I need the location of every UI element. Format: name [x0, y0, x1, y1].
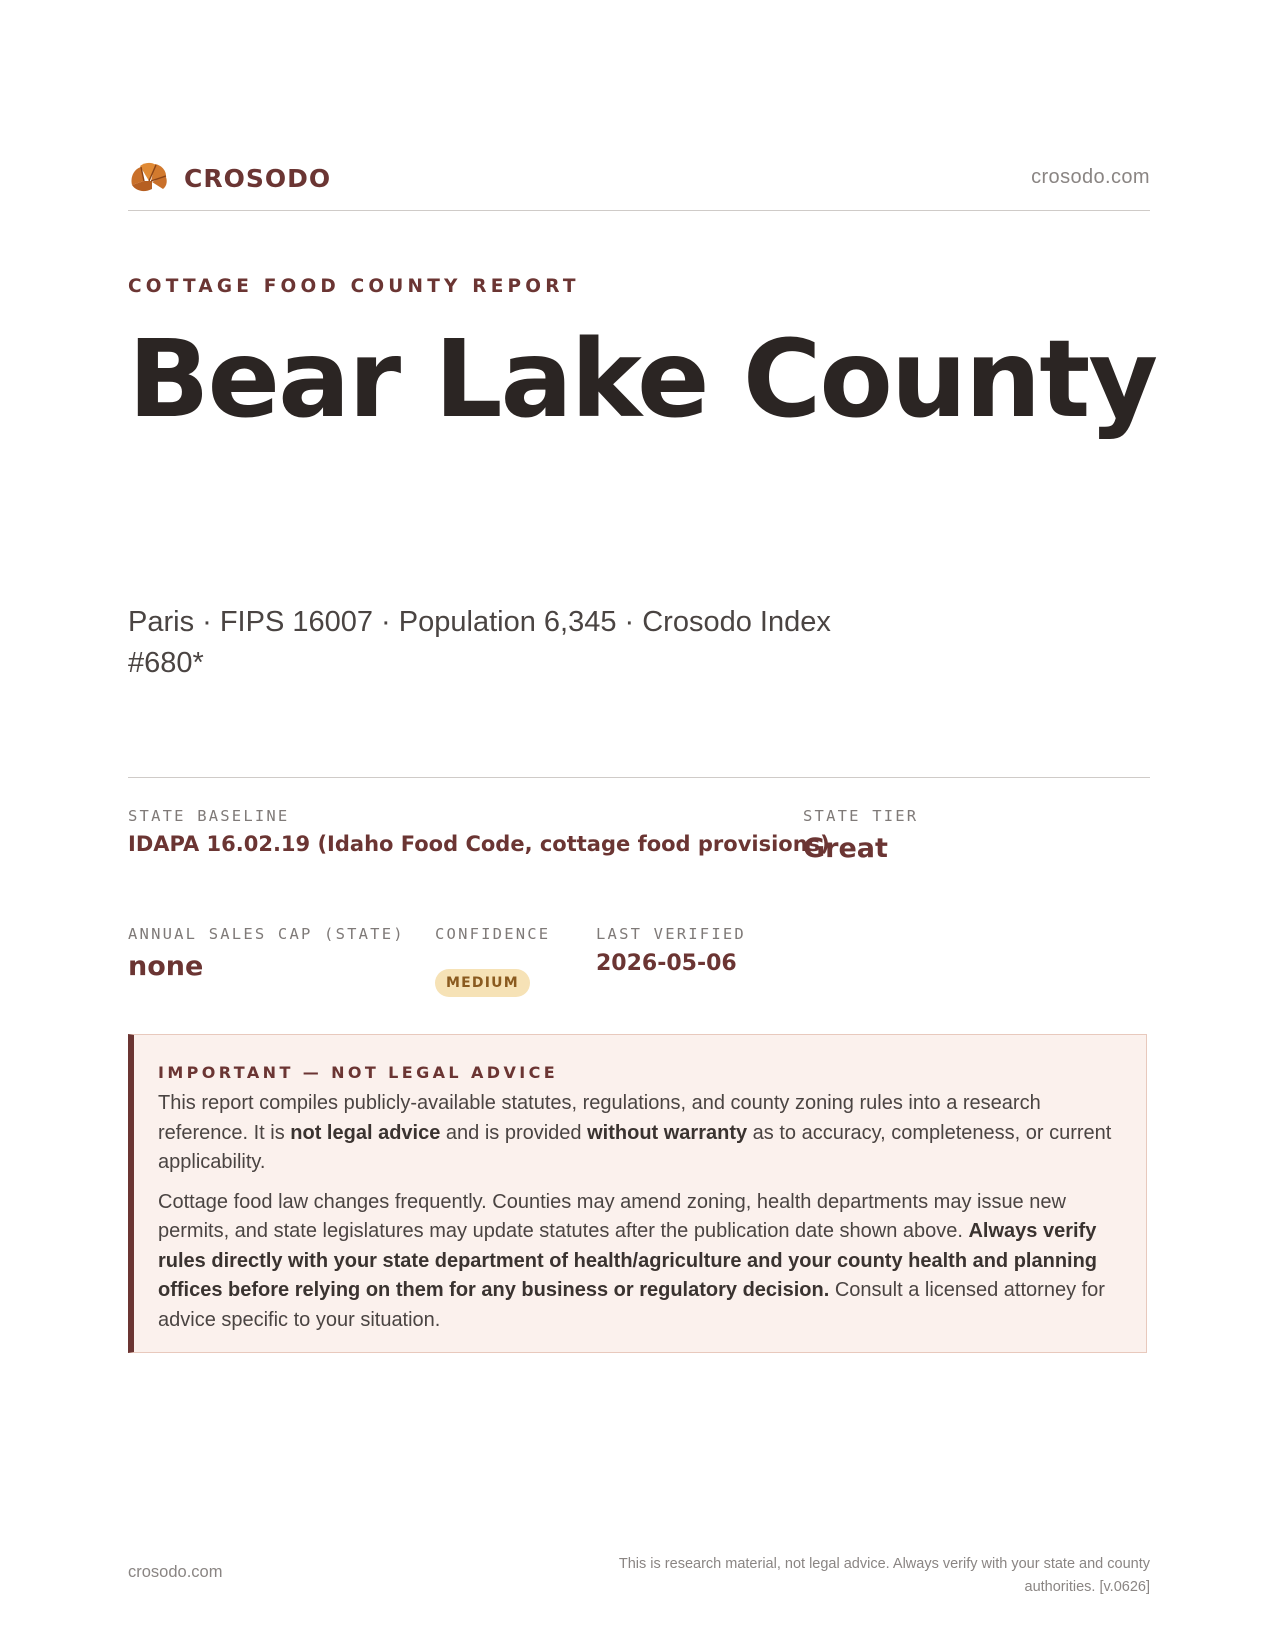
legal-disclaimer [128, 1034, 1147, 1353]
disclaimer-heading: IMPORTANT — NOT LEGAL ADVICE [158, 1063, 559, 1082]
section-divider [128, 777, 1150, 778]
county-subtitle: Paris · FIPS 16007 · Population 6,345 · Crosodo Index #680* [128, 606, 831, 679]
report-page [128, 0, 1157, 1650]
disclaimer-body [158, 1089, 1123, 1345]
sales-cap-value: none [128, 951, 204, 982]
disclaimer-paragraph [158, 1188, 1123, 1336]
croissant-icon [128, 159, 170, 197]
report-eyebrow: COTTAGE FOOD COUNTY REPORT [128, 276, 580, 297]
footer-site-link[interactable]: crosodo.com [128, 1563, 223, 1581]
page-header [128, 158, 1150, 211]
confidence-label: CONFIDENCE [435, 925, 551, 943]
confidence-badge: MEDIUM [435, 969, 530, 997]
disclaimer-text: and is provided [440, 1121, 588, 1144]
header-site-link[interactable]: crosodo.com [1031, 166, 1150, 188]
disclaimer-emphasis: without warranty [587, 1121, 748, 1144]
state-baseline-value: IDAPA 16.02.19 (Idaho Food Code, cottage food provisions) [128, 832, 830, 856]
state-tier-value: Great [803, 833, 888, 864]
last-verified-value: 2026-05-06 [596, 951, 737, 976]
footer-disclaimer: This is research material, not legal advice. Always verify with your state and county authorities. [v.0626] [618, 1556, 1150, 1595]
disclaimer-text: Cottage food law changes frequently. Counties may amend zoning, health departments may issue new permits, and state legislatures may update statutes after the publication date shown above. [158, 1190, 1066, 1242]
brand[interactable] [128, 158, 331, 198]
disclaimer-text: This report compiles publicly-available statutes, regulations, and county zoning rules into a research reference. It is [158, 1092, 1041, 1144]
last-verified-label: LAST VERIFIED [596, 925, 746, 943]
brand-name: CROSODO [184, 163, 332, 193]
disclaimer-paragraph [158, 1089, 1123, 1178]
disclaimer-emphasis: Always verify rules directly with your state department of health/agriculture and your county health and planning offices before relying on them for any business or regulatory decision. [158, 1220, 1098, 1301]
disclaimer-emphasis: not legal advice [290, 1121, 441, 1144]
disclaimer-text: Consult a licensed attorney for advice specific to your situation. [158, 1279, 1105, 1331]
disclaimer-text: as to accuracy, completeness, or current applicability. [158, 1121, 1112, 1173]
page-title: Bear Lake County [128, 318, 1157, 442]
state-tier-label: STATE TIER [803, 807, 919, 825]
sales-cap-label: ANNUAL SALES CAP (STATE) [128, 925, 405, 943]
state-baseline-label: STATE BASELINE [128, 807, 290, 825]
